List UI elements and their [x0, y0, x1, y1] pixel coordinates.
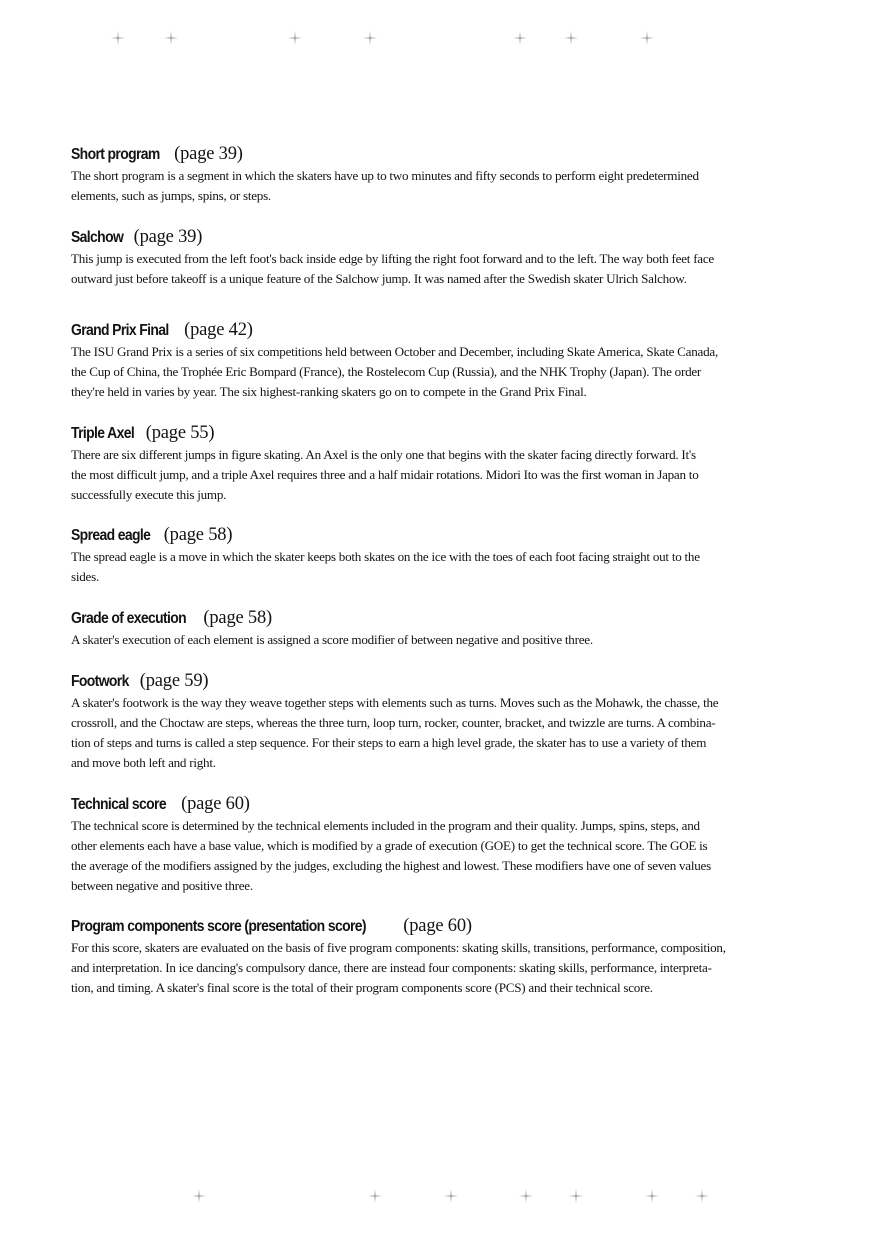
glossary-entry-grade-of-execution [71, 607, 801, 650]
sparkle-icon [640, 31, 654, 45]
sparkle-icon [164, 31, 178, 45]
term-title: Salchow [71, 229, 124, 246]
term-description [71, 445, 801, 505]
term-line [71, 422, 801, 445]
description-line: tion, and timing. A skater's final score is the total of their program components score (PCS) and their technical score. [71, 980, 653, 995]
page-reference: (page 59) [139, 671, 209, 691]
description-line: tion of steps and turns is called a step sequence. For their steps to earn a high level grade, the skater has to use a variety of them [71, 735, 707, 750]
description-line: This jump is executed from the left foot's back inside edge by lifting the right foot forward and to the left. The way both feet face [71, 251, 714, 266]
page-reference: (page 58) [163, 525, 233, 545]
description-line: and move both left and right. [71, 755, 216, 770]
description-line: The short program is a segment in which the skaters have up to two minutes and fifty seconds to perform eight predetermined [71, 168, 699, 183]
description-line: The technical score is determined by the technical elements included in the program and their quality. Jumps, spins, steps, and [71, 818, 700, 833]
sparkle-icon [444, 1189, 458, 1203]
description-line: they're held in varies by year. The six highest-ranking skaters go on to compete in the Grand Prix Final. [71, 384, 587, 399]
term-title: Footwork [71, 673, 129, 690]
term-description [71, 693, 801, 773]
description-line: other elements each have a base value, which is modified by a grade of execution (GOE) to get the technical score. The GOE is [71, 838, 708, 853]
term-description [71, 342, 801, 402]
term-title: Technical score [71, 796, 166, 813]
term-description [71, 816, 801, 896]
description-line: the most difficult jump, and a triple Axel requires three and a half midair rotations. Midori Ito was the first woman in Japan to [71, 467, 699, 482]
description-line: The spread eagle is a move in which the skater keeps both skates on the ice with the toes of each foot facing straight out to the [71, 549, 700, 564]
term-title: Grade of execution [71, 610, 187, 627]
glossary-entry-triple-axel [71, 422, 801, 505]
sparkle-icon [519, 1189, 533, 1203]
term-description [71, 938, 801, 998]
term-title: Grand Prix Final [71, 322, 169, 339]
term-line [71, 524, 801, 547]
term-title: Short program [71, 146, 160, 163]
description-line: A skater's footwork is the way they weave together steps with elements such as turns. Moves such as the Mohawk, the chasse, the [71, 695, 719, 710]
sparkle-icon [569, 1189, 583, 1203]
term-description [71, 249, 801, 289]
term-line [71, 607, 801, 630]
page-reference: (page 39) [133, 227, 203, 247]
page-reference: (page 60) [181, 794, 250, 814]
glossary-entry-salchow [71, 226, 801, 289]
term-title: Spread eagle [71, 527, 151, 544]
description-line: successfully execute this jump. [71, 487, 227, 502]
term-line [71, 670, 801, 693]
term-line [71, 143, 801, 166]
sparkle-icon [645, 1189, 659, 1203]
sparkle-icon [564, 31, 578, 45]
glossary-entry-short-program [71, 143, 801, 206]
sparkle-icon [695, 1189, 709, 1203]
term-line [71, 915, 801, 938]
description-line: The ISU Grand Prix is a series of six competitions held between October and December, including Skate America, Skate Canada, [71, 344, 718, 359]
description-line: elements, such as jumps, spins, or steps. [71, 188, 271, 203]
page-reference: (page 39) [174, 144, 243, 164]
description-line: For this score, skaters are evaluated on the basis of five program components: skating skills, transitions, performance, composition, [71, 940, 726, 955]
page-reference: (page 42) [184, 320, 253, 340]
page-reference: (page 60) [403, 916, 472, 936]
glossary [71, 143, 801, 998]
description-line: the Cup of China, the Trophée Eric Bompard (France), the Rostelecom Cup (Russia), and the NHK Trophy (Japan). The order [71, 364, 702, 379]
term-line [71, 319, 801, 342]
term-description [71, 630, 801, 650]
sparkle-icon [363, 31, 377, 45]
sparkle-icon [513, 31, 527, 45]
term-title: Triple Axel [71, 425, 135, 442]
page-reference: (page 58) [203, 608, 272, 628]
description-line: A skater's execution of each element is assigned a score modifier of between negative and positive three. [71, 632, 593, 647]
page-reference: (page 55) [145, 423, 215, 443]
term-description [71, 166, 801, 206]
glossary-entry-grand-prix-final [71, 319, 801, 402]
description-line: outward just before takeoff is a unique feature of the Salchow jump. It was named after the Swedish skater Ulrich Salchow. [71, 271, 687, 286]
description-line: and interpretation. In ice dancing's compulsory dance, there are instead four components: skating skills, performance, interpreta- [71, 960, 712, 975]
glossary-entry-technical-score [71, 793, 801, 896]
sparkle-icon [368, 1189, 382, 1203]
description-line: crossroll, and the Choctaw are steps, whereas the three turn, loop turn, rocker, counter, bracket, and twizzle are turns. A combina- [71, 715, 716, 730]
sparkle-icon [288, 31, 302, 45]
glossary-entry-footwork [71, 670, 801, 773]
description-line: There are six different jumps in figure skating. An Axel is the only one that begins with the skater facing directly forward. It's [71, 447, 696, 462]
sparkle-icon [111, 31, 125, 45]
description-line: between negative and positive three. [71, 878, 253, 893]
term-title: Program components score (presentation score) [71, 918, 366, 935]
term-description [71, 547, 801, 587]
term-line [71, 226, 801, 249]
description-line: sides. [71, 569, 99, 584]
glossary-entry-spread-eagle [71, 524, 801, 587]
term-line [71, 793, 801, 816]
description-line: the average of the modifiers assigned by the judges, excluding the highest and lowest. These modifiers have one of seven values [71, 858, 711, 873]
glossary-entry-program-components-score [71, 915, 801, 998]
sparkle-icon [192, 1189, 206, 1203]
